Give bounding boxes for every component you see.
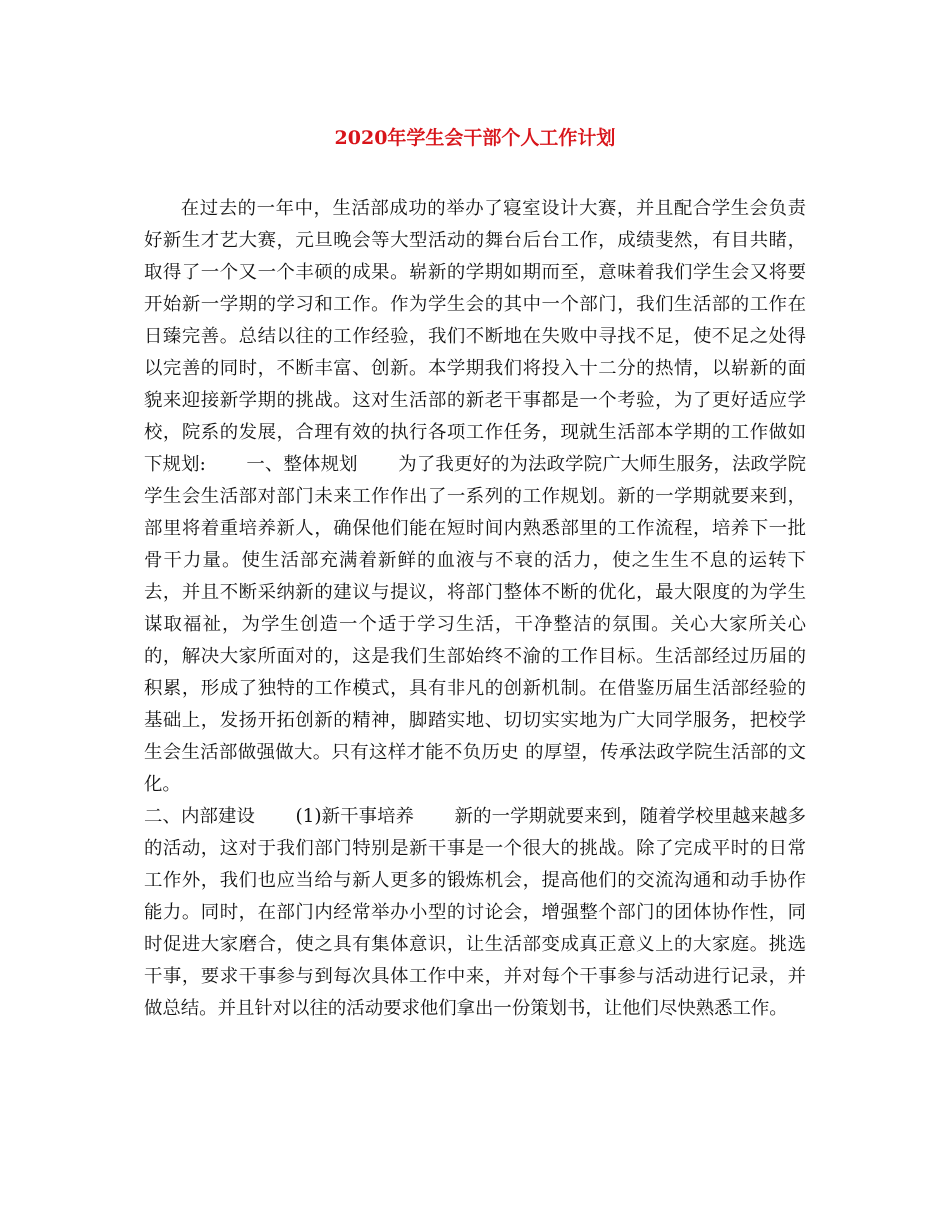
paragraph-1 bbox=[144, 193, 806, 801]
paragraph-2 bbox=[144, 801, 806, 1025]
section-heading-overall-plan: 一、整体规划 bbox=[246, 454, 358, 475]
paragraph-2-content: 新的一学期就要来到，随着学校里越来越多的活动，这对于我们部门特别是新干事是一个很大的挑战。除了完成平时的日常工作外，我们也应当给与新人更多的锻炼机会，提高他们的交流沟通和动手协作能力。同时，在部门内经常举办小型的讨论会，增强整个部门的团体协作性，同时促进大家磨合，使之具有集体意识，让生活部变成真正意义上的大家庭。挑选干事，要求干事参与到每次具体工作中来，并对每个干事参与活动进行记录，并做总结。并且针对以往的活动要求他们拿出一份策划书，让他们尽快熟悉工作。 bbox=[144, 806, 806, 1019]
subheading-new-staff-training: (1)新干事培养 bbox=[295, 806, 415, 827]
paragraph-1-content: 为了我更好的为法政学院广大师生服务，法政学院学生会生活部对部门未来工作作出了一系列的工作规划。新的一学期就要来到，部里将着重培养新人，确保他们能在短时间内熟悉部里的工作流程，培养下一批骨干力量。使生活部充满着新鲜的血液与不衰的活力，使之生生不息的运转下去，并且不断采纳新的建议与提议，将部门整体不断的优化，最大限度的为学生谋取福祉，为学生创造一个适于学习生活，干净整洁的氛围。关心大家所关心的，解决大家所面对的，这是我们生部始终不渝的工作目标。生活部经过历届的积累，形成了独特的工作模式，具有非凡的创新机制。在借鉴历届生活部经验的基础上，发扬开拓创新的精神，脚踏实地、切切实实地为广大同学服务，把校学生会生活部做强做大。只有这样才能不负历史 的厚望，传承法政学院生活部的文化。 bbox=[144, 454, 806, 795]
document-body bbox=[144, 193, 806, 1025]
document-title: 2020年学生会干部个人工作计划 bbox=[334, 127, 616, 149]
section-heading-internal-building: 二、内部建设 bbox=[144, 806, 255, 827]
paragraph-1-intro: 在过去的一年中，生活部成功的举办了寝室设计大赛，并且配合学生会负责好新生才艺大赛，元旦晚会等大型活动的舞台后台工作，成绩斐然，有目共睹，取得了一个又一个丰硕的成果。崭新的学期如期而至，意味着我们学生会又将要开始新一学期的学习和工作。作为学生会的其中一个部门，我们生活部的工作在日臻完善。总结以往的工作经验，我们不断地在失败中寻找不足，使不足之处得以完善的同时，不断丰富、创新。本学期我们将投入十二分的热情，以崭新的面貌来迎接新学期的挑战。这对生活部的新老干事都是一个考验，为了更好适应学校，院系的发展，合理有效的执行各项工作任务，现就生活部本学期的工作做如下规划: bbox=[144, 198, 806, 475]
